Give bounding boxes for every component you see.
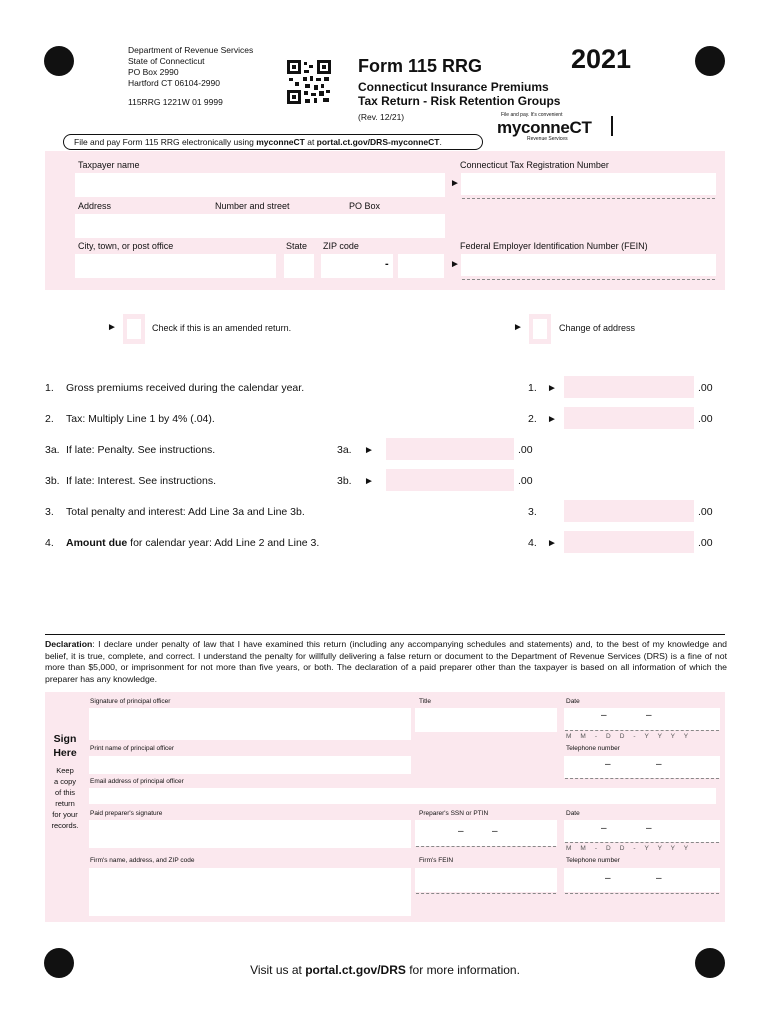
phone-separator: – bbox=[656, 873, 662, 884]
address-input[interactable] bbox=[75, 214, 445, 238]
title-input[interactable] bbox=[415, 708, 557, 732]
city-label: City, town, or post office bbox=[78, 241, 174, 251]
line-4-amount-input[interactable] bbox=[564, 531, 694, 553]
zip-label: ZIP code bbox=[323, 241, 359, 251]
line-3-text: Total penalty and interest: Add Line 3a and Line 3b. bbox=[66, 506, 305, 518]
date-digit-guide bbox=[565, 730, 719, 731]
officer-telephone-input[interactable] bbox=[564, 756, 720, 778]
firm-name-label: Firm's name, address, and ZIP code bbox=[90, 857, 195, 864]
city-input[interactable] bbox=[75, 254, 276, 278]
qr-code-icon bbox=[287, 60, 331, 104]
line-2-number: 2. bbox=[45, 413, 54, 425]
title-label: Title bbox=[419, 698, 432, 705]
line-3a-amount-input[interactable] bbox=[386, 438, 514, 460]
arrow-icon: ► bbox=[547, 538, 557, 549]
amended-return-checkbox[interactable] bbox=[123, 314, 145, 344]
phone-separator: – bbox=[605, 759, 611, 770]
drs-website-link[interactable]: portal.ct.gov/DRS bbox=[305, 963, 406, 977]
drs-portal-link[interactable]: portal.ct.gov/DRS-myconneCT bbox=[316, 137, 440, 147]
line-3-ref: 3. bbox=[528, 506, 537, 518]
registration-mark bbox=[44, 46, 74, 76]
date-digit-guide bbox=[565, 842, 719, 843]
po-box-label: PO Box bbox=[349, 201, 381, 211]
address-label: Address bbox=[78, 201, 112, 211]
officer-signature-input[interactable] bbox=[89, 708, 411, 740]
line-1-amount-input[interactable] bbox=[564, 376, 694, 398]
form-subtitle: Connecticut Insurance Premiums bbox=[358, 80, 549, 94]
ssn-digit-guide bbox=[416, 846, 556, 847]
preparer-date-label: Date bbox=[566, 810, 580, 817]
phone-separator: – bbox=[605, 873, 611, 884]
preparer-ssn-input[interactable] bbox=[415, 820, 557, 846]
line-1-cents: .00 bbox=[698, 382, 713, 394]
amended-return-label: Check if this is an amended return. bbox=[152, 323, 292, 333]
myconnect-logo: File and pay. It's convenient myconneCT Revenue Services bbox=[497, 112, 613, 144]
ct-reg-digit-guide bbox=[462, 198, 715, 199]
preparer-signature-label: Paid preparer's signature bbox=[90, 810, 163, 817]
line-3b-ref: 3b. bbox=[337, 475, 352, 487]
arrow-icon: ► bbox=[547, 414, 557, 425]
line-3a-ref: 3a. bbox=[337, 444, 352, 456]
arrow-icon: ► bbox=[450, 178, 460, 189]
date-separator: – bbox=[646, 823, 652, 834]
preparer-ssn-label: Preparer's SSN or PTIN bbox=[419, 810, 489, 817]
phone-separator: – bbox=[656, 759, 662, 770]
number-street-label: Number and street bbox=[215, 201, 290, 211]
line-4-number: 4. bbox=[45, 537, 54, 549]
date-separator: – bbox=[601, 710, 607, 721]
print-name-input[interactable] bbox=[89, 756, 411, 774]
efile-banner: File and pay Form 115 RRG electronically using myconneCT at portal.ct.gov/DRS-myconneCT. bbox=[63, 134, 483, 150]
arrow-icon: ► bbox=[364, 476, 374, 487]
line-1-text: Gross premiums received during the calendar year. bbox=[66, 382, 305, 394]
line-4-text: Amount due for calendar year: Add Line 2 and Line 3. bbox=[66, 537, 320, 549]
tax-year: 2021 bbox=[571, 44, 632, 74]
state-input[interactable] bbox=[284, 254, 314, 278]
form-title: Form 115 RRG bbox=[358, 56, 483, 76]
line-3a-number: 3a. bbox=[45, 444, 60, 456]
declaration-divider bbox=[45, 634, 725, 635]
sign-here-column: Sign Here Keep a copy of this return for your records. bbox=[51, 733, 79, 830]
line-3b-number: 3b. bbox=[45, 475, 60, 487]
ct-reg-label: Connecticut Tax Registration Number bbox=[460, 160, 609, 170]
arrow-icon: ► bbox=[107, 322, 117, 333]
officer-date-input[interactable] bbox=[564, 708, 720, 730]
ssn-separator: – bbox=[458, 826, 464, 837]
officer-signature-label: Signature of principal officer bbox=[90, 698, 171, 705]
fein-digit-guide bbox=[462, 279, 715, 280]
form-code: 115RRG 1221W 01 9999 bbox=[128, 97, 223, 107]
ssn-separator: – bbox=[492, 826, 498, 837]
state-label: State bbox=[286, 241, 308, 251]
line-3b-amount-input[interactable] bbox=[386, 469, 514, 491]
line-2-text: Tax: Multiply Line 1 by 4% (.04). bbox=[66, 413, 215, 425]
line-3a-text: If late: Penalty. See instructions. bbox=[66, 444, 216, 456]
declaration-text: Declaration: I declare under penalty of law that I have examined this return (including any accompanying schedules and statements) and, to the best of my knowledge and belief, it is true, complete, and correct. I understand the penalty for willfully delivering a false return or document to the Department of Revenue Services (DRS) is a fine of not more than $5,000, or imprisonment for not more than five years, or both. The declaration of a paid preparer other than the taxpayer is based on all information of which the preparer has any knowledge. bbox=[45, 639, 727, 684]
line-3-amount-input[interactable] bbox=[564, 500, 694, 522]
date-format-hint: M M - D D - Y Y Y Y bbox=[566, 733, 692, 740]
arrow-icon: ► bbox=[450, 259, 460, 270]
firm-telephone-input[interactable] bbox=[564, 868, 720, 892]
line-3b-text: If late: Interest. See instructions. bbox=[66, 475, 216, 487]
line-3b-cents: .00 bbox=[518, 475, 533, 487]
fein-input[interactable] bbox=[461, 254, 716, 276]
taxpayer-name-label: Taxpayer name bbox=[78, 160, 140, 170]
date-separator: – bbox=[646, 710, 652, 721]
agency-address: Department of Revenue Services State of Connecticut PO Box 2990 Hartford CT 06104-2990 bbox=[128, 45, 254, 88]
line-1-ref: 1. bbox=[528, 382, 537, 394]
change-of-address-label: Change of address bbox=[559, 323, 636, 333]
line-2-amount-input[interactable] bbox=[564, 407, 694, 429]
email-label: Email address of principal officer bbox=[90, 778, 184, 785]
line-1-number: 1. bbox=[45, 382, 54, 394]
email-input[interactable] bbox=[89, 788, 716, 804]
print-name-label: Print name of principal officer bbox=[90, 745, 175, 752]
firm-fein-label: Firm's FEIN bbox=[419, 857, 454, 864]
phone-digit-guide bbox=[565, 778, 719, 779]
phone-digit-guide bbox=[565, 893, 719, 894]
line-4-ref: 4. bbox=[528, 537, 537, 549]
preparer-date-input[interactable] bbox=[564, 820, 720, 842]
line-2-cents: .00 bbox=[698, 413, 713, 425]
registration-mark bbox=[695, 46, 725, 76]
preparer-signature-input[interactable] bbox=[89, 820, 411, 848]
zip4-input[interactable] bbox=[398, 254, 444, 278]
fein-label: Federal Employer Identification Number (FEIN) bbox=[460, 241, 648, 251]
date-format-hint: M M - D D - Y Y Y Y bbox=[566, 845, 692, 852]
ct-reg-number-input[interactable] bbox=[461, 173, 716, 195]
firm-fein-input[interactable] bbox=[415, 868, 557, 892]
line-2-ref: 2. bbox=[528, 413, 537, 425]
line-3-cents: .00 bbox=[698, 506, 713, 518]
change-of-address-checkbox[interactable] bbox=[529, 314, 551, 344]
line-3a-cents: .00 bbox=[518, 444, 533, 456]
firm-fein-digit-guide bbox=[416, 893, 556, 894]
arrow-icon: ► bbox=[364, 445, 374, 456]
date-label: Date bbox=[566, 698, 580, 705]
line-4-cents: .00 bbox=[698, 537, 713, 549]
firm-telephone-label: Telephone number bbox=[566, 857, 620, 864]
taxpayer-name-input[interactable] bbox=[75, 173, 445, 197]
arrow-icon: ► bbox=[513, 322, 523, 333]
zip-input[interactable] bbox=[321, 254, 393, 278]
arrow-icon: ► bbox=[547, 383, 557, 394]
revision-date: (Rev. 12/21) bbox=[358, 112, 405, 122]
footer-text: Visit us at portal.ct.gov/DRS for more information. bbox=[250, 963, 520, 977]
form-subtitle: Tax Return - Risk Retention Groups bbox=[358, 94, 561, 108]
firm-name-input[interactable] bbox=[89, 868, 411, 916]
telephone-label: Telephone number bbox=[566, 745, 620, 752]
date-separator: – bbox=[601, 823, 607, 834]
line-3-number: 3. bbox=[45, 506, 54, 518]
zip-separator: - bbox=[385, 258, 389, 270]
